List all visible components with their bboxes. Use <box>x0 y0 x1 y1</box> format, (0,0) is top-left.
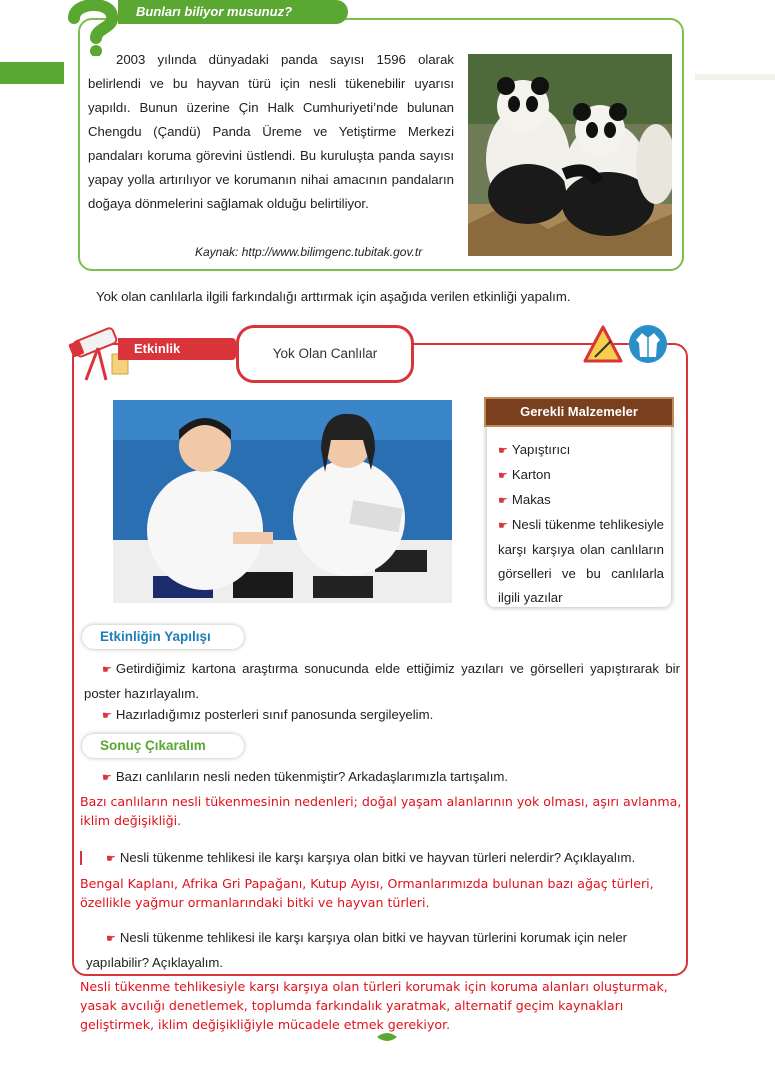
material-item: ☛ Makas <box>498 492 551 507</box>
procedure-heading: Etkinliğin Yapılışı <box>82 625 244 649</box>
conclusion-answer-2: Bengal Kaplanı, Afrika Gri Papağanı, Kutup Ayısı, Ormanlarımızda bulunan bazı ağaç türleri, özellikle yağmur ormanlarındaki bitki ve hayvan türleri. <box>80 876 654 910</box>
pointing-hand-icon: ☛ <box>498 520 508 532</box>
pointing-hand-icon: ☛ <box>498 445 508 457</box>
material-item: ☛ Karton <box>498 467 551 482</box>
conclusion-answer-1: Bazı canlıların nesli tükenmesinin nedenleri; doğal yaşam alanlarının yok olması, aşırı avlanma, iklim değişikliği. <box>80 794 682 828</box>
pointing-hand-icon: ☛ <box>102 710 112 722</box>
margin-mark <box>686 851 688 865</box>
pointing-hand-icon: ☛ <box>102 664 112 676</box>
left-green-tab <box>0 62 64 84</box>
conclusion-question-2: ☛ Nesli tükenme tehlikesi ile karşı karşıya olan bitki ve hayvan türleri nelerdir? Açıklayalım. <box>106 850 636 865</box>
conclusion-question-3: ☛ Nesli tükenme tehlikesi ile karşı karşıya olan bitki ve hayvan türlerini korumak için neler yapılabilir? Açıklayalım. <box>86 930 628 970</box>
pointing-hand-icon: ☛ <box>106 933 116 945</box>
panda-photo <box>468 54 672 256</box>
material-item: ☛ Nesli tükenme tehlikesiyle karşı karşıya olan canlıların görselleri ve bu canlılarla ilgili yazılar <box>498 517 664 605</box>
materials-list <box>498 438 664 610</box>
procedure-step-1: ☛ Getirdiğimiz kartona araştırma sonucunda elde ettiğimiz yazıları ve görselleri yapıştırarak bir poster hazırlayalım. <box>84 661 680 701</box>
right-decoration <box>695 74 775 80</box>
materials-heading: Gerekli Malzemeler <box>484 397 674 427</box>
activity-label: Etkinlik <box>118 338 236 360</box>
pointing-hand-icon: ☛ <box>106 853 116 865</box>
material-item: ☛ Yapıştırıcı <box>498 442 571 457</box>
info-paragraph: 2003 yılında dünyadaki panda sayısı 1596 olarak belirlendi ve bu hayvan türü için nesli tükenebilir uyarısı yapıldı. Bunun üzerine Çin Halk Cumhuriyeti’nde bulunan Chengdu (Çandü) Panda Üreme ve Yetiştirme Merkezi pandaları koruma görevini üstlendi. Bu kuruluşta panda sayısı yapay yolla artırılıyor ve korumanın nihai amacının pandaların doğaya dönmelerini sağlamak olduğu belirtiliyor. <box>88 52 454 211</box>
conclusion-question-1: ☛ Bazı canlıların nesli neden tükenmiştir? Arkadaşlarımızla tartışalım. <box>102 769 509 784</box>
warning-triangle-icon <box>583 325 623 363</box>
margin-mark <box>80 851 82 865</box>
leaf-icon <box>377 1032 397 1042</box>
pointing-hand-icon: ☛ <box>498 495 508 507</box>
students-photo <box>113 400 452 603</box>
conclusion-answer-3: Nesli tükenme tehlikesiyle karşı karşıya olan türleri korumak için koruma alanları oluşturmak, yasak avcılığı denetlemek, toplumda farkındalık yaratmak, alternatif geçim kaynakları geliştirmek, iklim değişikliğiyle mücadele etmek gerekiyor. <box>80 979 668 1032</box>
conclusion-heading: Sonuç Çıkaralım <box>82 734 244 758</box>
lab-coat-icon <box>628 324 668 364</box>
intro-text: Yok olan canlılarla ilgili farkındalığı arttırmak için aşağıda verilen etkinliği yapalım. <box>96 289 571 304</box>
pointing-hand-icon: ☛ <box>498 470 508 482</box>
activity-title: Yok Olan Canlılar <box>236 325 414 383</box>
pointing-hand-icon: ☛ <box>102 772 112 784</box>
info-source: Kaynak: http://www.bilimgenc.tubitak.gov.tr <box>195 245 423 259</box>
procedure-step-2: ☛ Hazırladığımız posterleri sınıf panosunda sergileyelim. <box>102 707 434 722</box>
info-heading: Bunları biliyor musunuz? <box>118 0 348 24</box>
